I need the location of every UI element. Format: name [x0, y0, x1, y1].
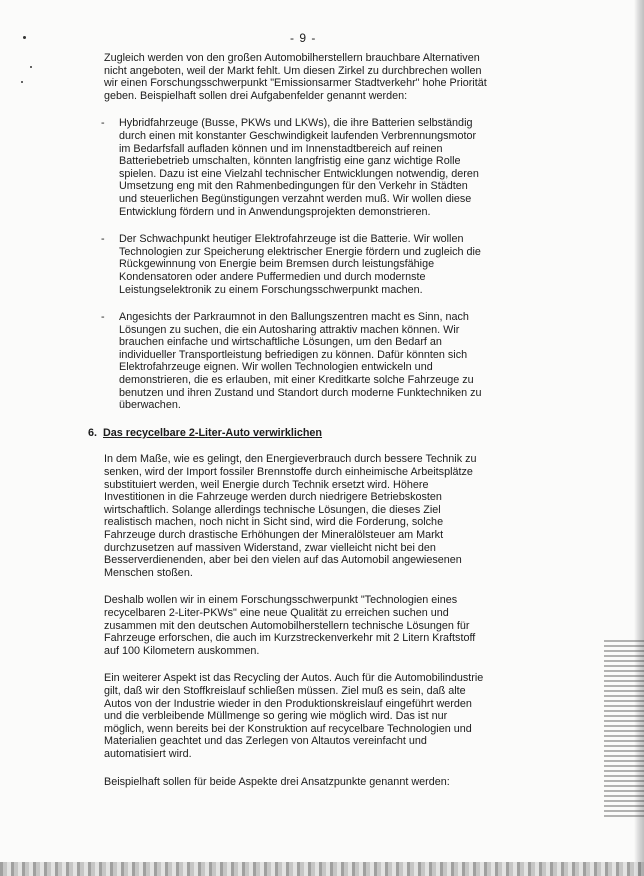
- scan-speck: [21, 81, 23, 83]
- body-paragraph: Deshalb wollen wir in einem Forschungsschwerpunkt "Technologien eines recycelbaren 2-Liter-PKWs" eine neue Qualität zu erreichen suchen und zusammen mit den deutschen Automobilherstellern technische Lösungen für Fahrzeuge erforschen, die auch im Kurzstreckenverkehr mit 2 Litern Kraftstoff auf 100 Kilometern auskommen.: [104, 594, 476, 657]
- scan-speck: [30, 66, 32, 68]
- bullet-item: [88, 117, 488, 218]
- intro-paragraph: Zugleich werden von den großen Automobilherstellern brauchbare Alternativen nicht angeboten, weil der Markt fehlt. Um diesen Zirkel zu durchbrechen wollen wir einen Forschungsschwerpunkt "Emissionsarmer Stadtverkehr" hohe Priorität geben. Beispielhaft sollen drei Aufgabenfelder genannt werden:: [104, 52, 487, 102]
- bullet-text: Der Schwachpunkt heutiger Elektrofahrzeuge ist die Batterie. Wir wollen Technologien zur Speicherung elektrischer Energie fördern und zugleich die Rückgewinnung von Energie beim Bremsen durch leistungsfähige Kondensatoren oder andere Puffermedien und durch modernste Leistungselektronik zu einem Forschungsschwerpunkt machen.: [119, 233, 481, 296]
- scan-edge-bottom: [0, 862, 644, 876]
- body-paragraph: Beispielhaft sollen für beide Aspekte drei Ansatzpunkte genannt werden:: [104, 775, 450, 788]
- bullet-marker: -: [101, 233, 105, 246]
- body-paragraph: Ein weiterer Aspekt ist das Recycling der Autos. Auch für die Automobilindustrie gilt, daß wir den Stoffkreislauf schließen müssen. Ziel muß es sein, daß alte Autos von der Industrie wieder in den Produktionskreislauf eingeführt werden und die verbleibende Müllmenge so gering wie möglich wird. Das ist nur möglich, wenn bereits bei der Konstruktion auf recycelbare Technologien und Materialien geachtet und das Zerlegen von Altautos vereinfacht und automatisiert wird.: [104, 672, 484, 760]
- section-heading: [88, 427, 488, 440]
- document-body: [88, 52, 488, 803]
- bullet-marker: -: [101, 117, 105, 130]
- bullet-item: [88, 233, 488, 296]
- bullet-item: [88, 311, 488, 412]
- section-title: Das recycelbare 2-Liter-Auto verwirklichen: [103, 426, 323, 439]
- bullet-marker: -: [101, 311, 105, 324]
- page-number: - 9 -: [290, 31, 317, 45]
- section-number: 6.: [88, 426, 98, 439]
- bullet-text: Angesichts der Parkraumnot in den Ballungszentren macht es Sinn, nach Lösungen zu suchen, die ein Autosharing attraktiv machen können. Wir brauchen einfache und wirtschaftliche Lösungen, um den Bedarf an individueller Transportleistung befriedigen zu können. Dafür könnten sich Elektrofahrzeuge eignen. Wir wollen Technologien entwickeln und demonstrieren, die es erlauben, mit einer Kreditkarte solche Fahrzeuge zu benutzen und ihren Zustand und Standort durch moderne Funktechniken zu überwachen.: [119, 311, 482, 412]
- bullet-text: Hybridfahrzeuge (Busse, PKWs und LKWs), die ihre Batterien selbständig durch einen mit konstanter Geschwindigkeit laufenden Verbrennungsmotor im Bedarfsfall aufladen können und im Innenstadtbereich auf reinen Batteriebetrieb umschalten, könnten langfristig eine ganz wichtige Rolle spielen. Dazu ist eine Vielzahl technischer Entwicklungen notwendig, deren Umsetzung eng mit den Rahmenbedingungen für den Verkehr in Städten und steuerlichen Begünstigungen verzahnt werden muß. Wir wollen diese Entwicklung fördern und in Anwendungsprojekten demonstrieren.: [119, 117, 479, 218]
- scan-speck: [23, 36, 26, 39]
- body-paragraph: In dem Maße, wie es gelingt, den Energieverbrauch durch bessere Technik zu senken, wird der Import fossiler Brennstoffe durch einheimische Arbeitsplätze substituiert werden, weil Energie durch Technik ersetzt wird. Höhere Investitionen in die Fahrzeuge werden durch niedrigere Betriebskosten wirtschaftlich. Solange allerdings technische Lösungen, die dieses Ziel realistisch machen, noch nicht in Sicht sind, wird die Forderung, solche Fahrzeuge durch drastische Erhöhungen der Mineralölsteuer am Markt durchzusetzen auf massiven Widerstand, zwar vielleicht nicht bei den Besserverdienenden, aber bei den vielen auf das Automobil angewiesenen Menschen stoßen.: [104, 453, 477, 579]
- scan-artifact-band: [604, 640, 644, 820]
